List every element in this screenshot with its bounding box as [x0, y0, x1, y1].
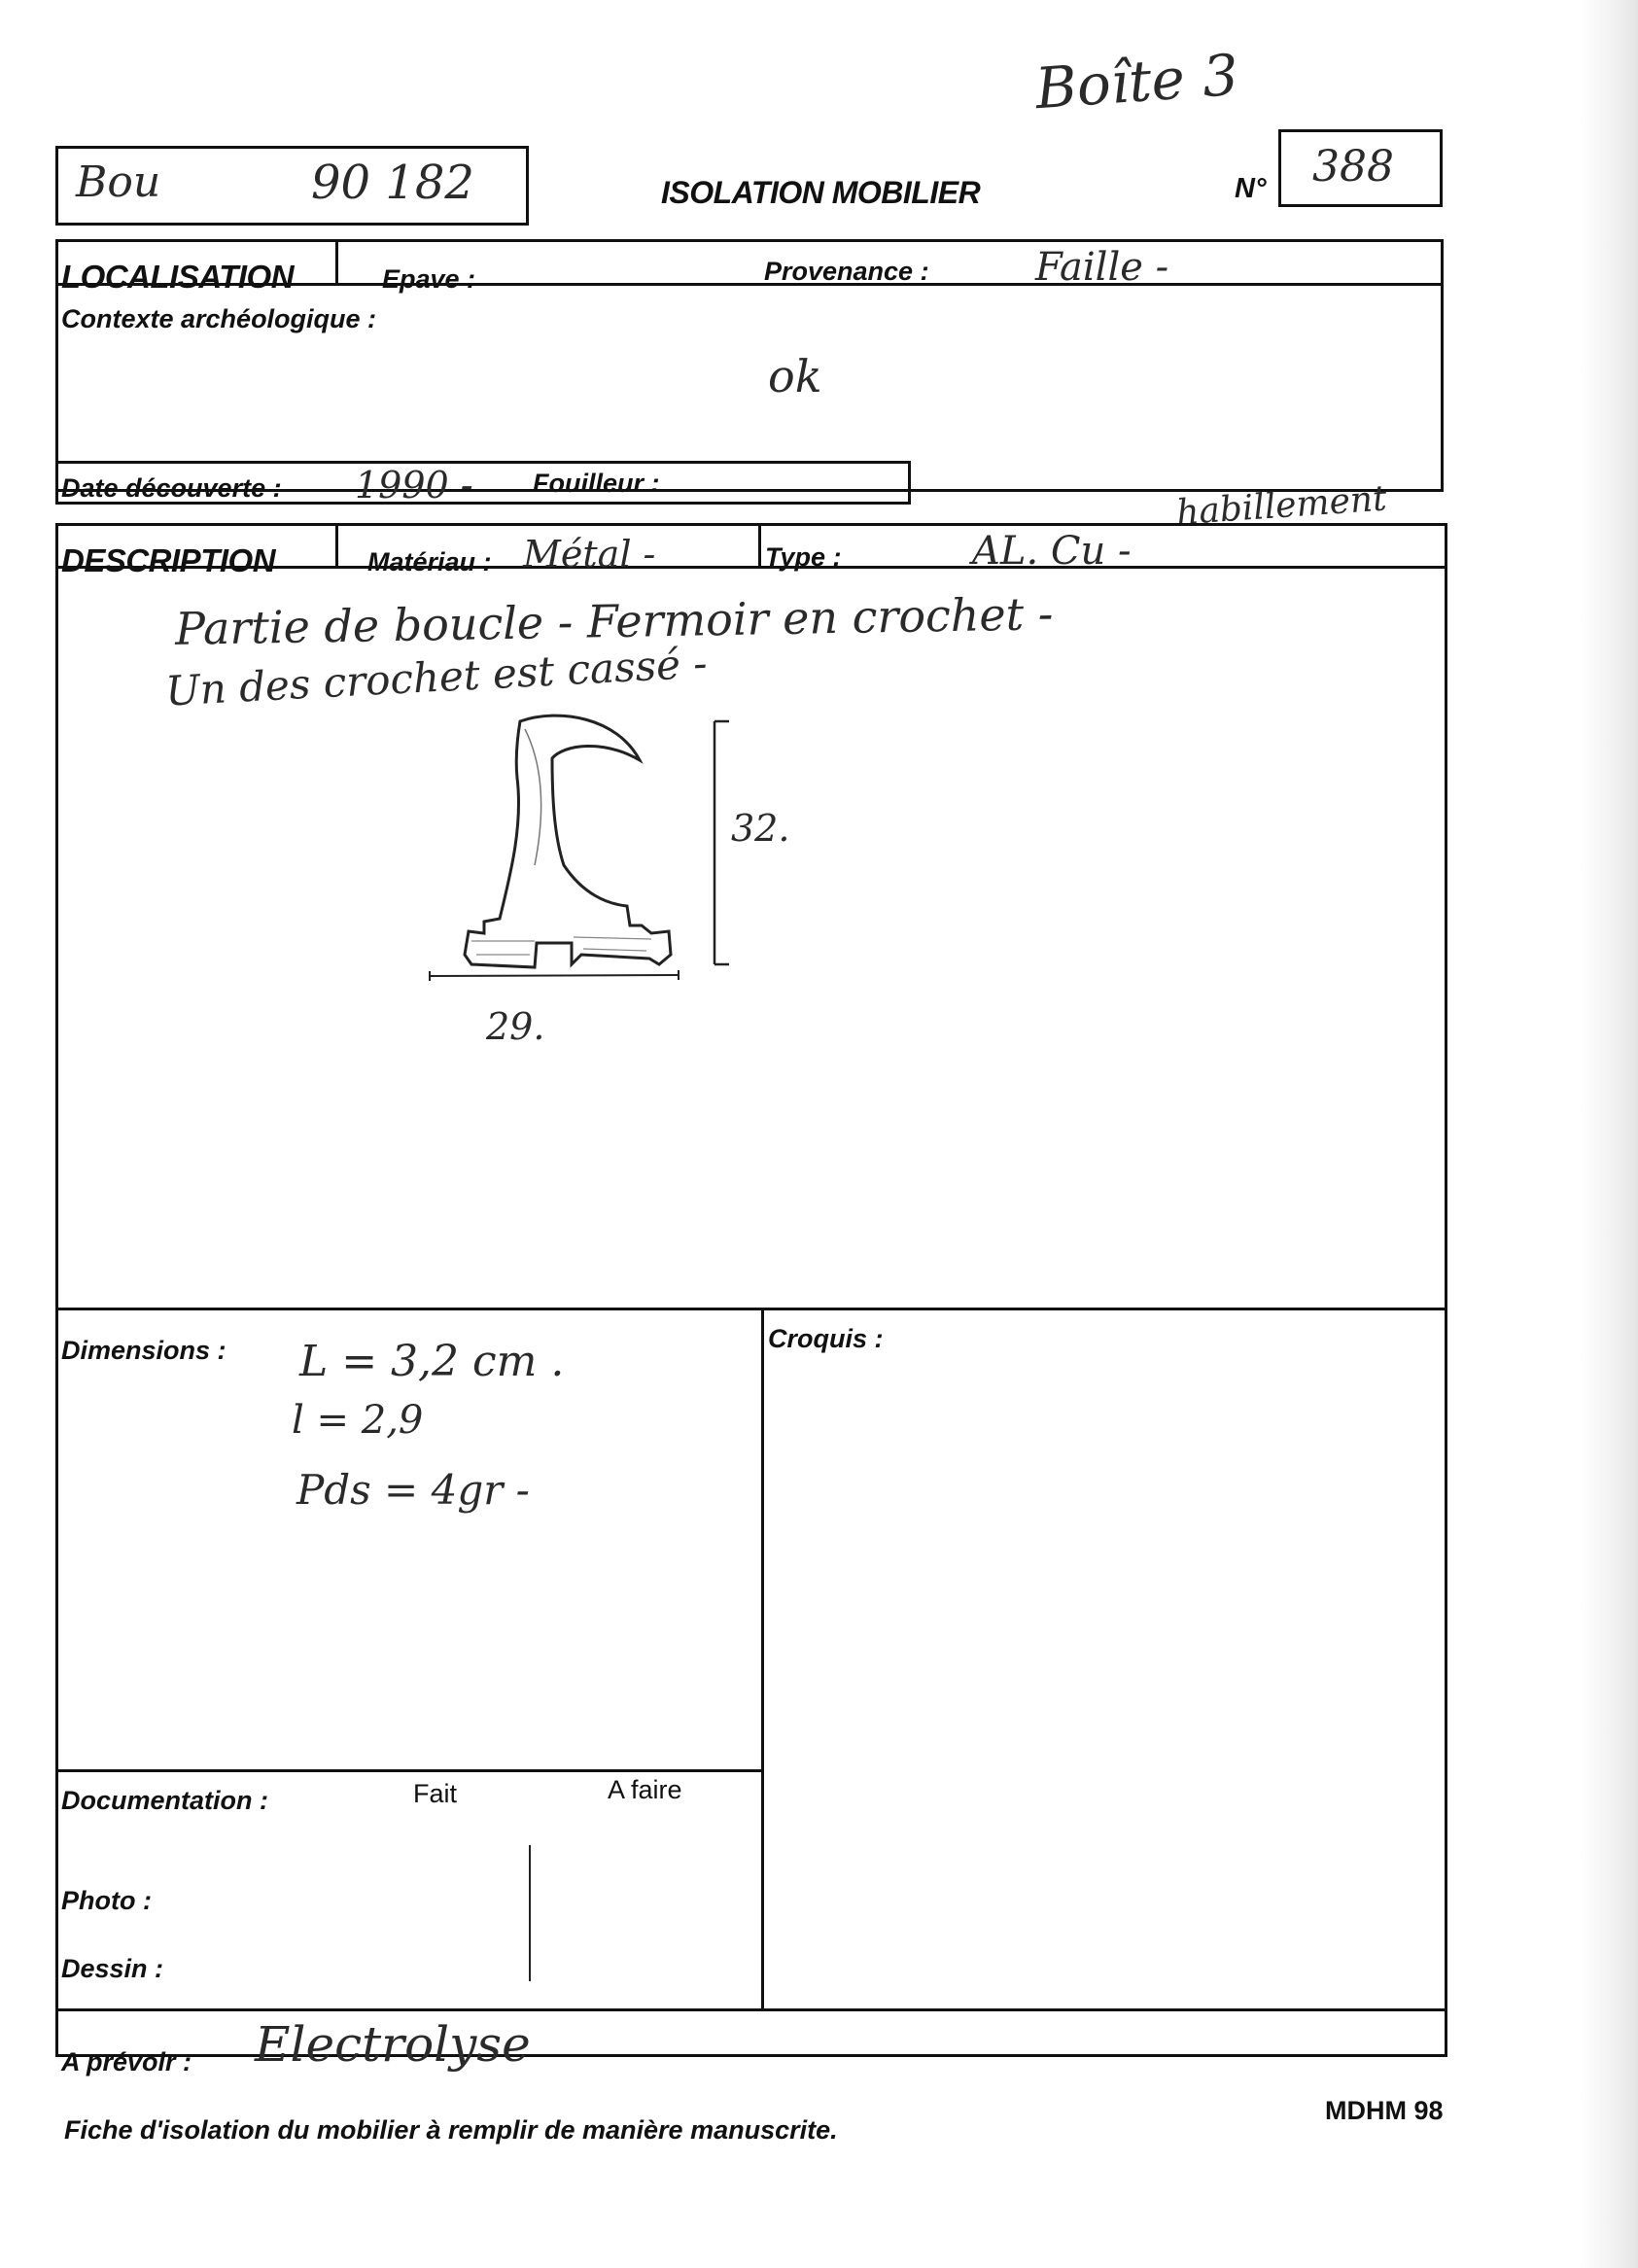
dimensions-croquis-divider — [761, 1308, 764, 2010]
materiau-divider — [758, 523, 761, 567]
dimensions-line3: Pds = 4gr - — [296, 1466, 530, 1514]
documentation-column-line — [529, 1845, 531, 1981]
contexte-value: ok — [768, 350, 822, 402]
documentation-divider — [55, 1769, 763, 1772]
localisation-heading-divider — [335, 239, 338, 284]
materiau-value: Métal - — [523, 533, 656, 576]
footer-code: MDHM 98 — [1325, 2096, 1444, 2125]
scan-page-edge — [1580, 0, 1638, 2268]
dimensions-label: Dimensions : — [61, 1336, 227, 1365]
date-label: Date découverte : — [61, 473, 282, 503]
description-heading: DESCRIPTION — [61, 542, 276, 578]
dessin-label: Dessin : — [61, 1954, 164, 1983]
provenance-label: Provenance : — [764, 257, 929, 286]
croquis-label: Croquis : — [768, 1324, 884, 1353]
form-title: ISOLATION MOBILIER — [661, 175, 981, 210]
epave-label: Epave : — [382, 264, 476, 294]
sketch-height-label: 32. — [731, 807, 790, 850]
type-label: Type : — [765, 542, 842, 572]
materiau-label: Matériau : — [367, 547, 492, 576]
a-prevoir-divider — [55, 2008, 1447, 2011]
dimensions-line1: L = 3,2 cm . — [299, 1337, 565, 1386]
dimensions-line2: l = 2,9 — [292, 1398, 424, 1443]
footer-note: Fiche d'isolation du mobilier à remplir de manière manuscrite. — [64, 2115, 838, 2145]
fouilleur-label: Fouilleur : — [533, 469, 660, 498]
date-value: 1990 - — [355, 464, 473, 506]
localisation-heading: LOCALISATION — [61, 259, 295, 295]
documentation-todo-header: A faire — [608, 1775, 682, 1804]
description-heading-divider — [335, 523, 338, 567]
provenance-value: Faille - — [1035, 245, 1169, 290]
buckle-sketch — [408, 700, 817, 1069]
reference-number: 90 182 — [311, 156, 474, 210]
box-note: Boîte 3 — [1032, 41, 1241, 122]
a-prevoir-value: Electrolyse — [255, 2016, 531, 2073]
description-text-line1: Partie de boucle - Fermoir en crochet - — [174, 587, 1054, 655]
description-text-line2: Un des crochet est cassé - — [164, 639, 709, 715]
contexte-label: Contexte archéologique : — [61, 304, 377, 333]
number-value: 388 — [1312, 142, 1394, 192]
type-value: AL. Cu - — [972, 529, 1132, 574]
documentation-done-header: Fait — [413, 1779, 458, 1808]
reference-site: Bou — [76, 157, 161, 207]
photo-label: Photo : — [61, 1886, 152, 1915]
sketch-width-label: 29. — [486, 1005, 545, 1048]
a-prevoir-label: A prévoir : — [61, 2047, 192, 2076]
margin-note: habillement — [1174, 478, 1388, 534]
number-label: N° — [1235, 173, 1267, 204]
documentation-label: Documentation : — [61, 1786, 268, 1815]
lower-section — [55, 1308, 1447, 2057]
